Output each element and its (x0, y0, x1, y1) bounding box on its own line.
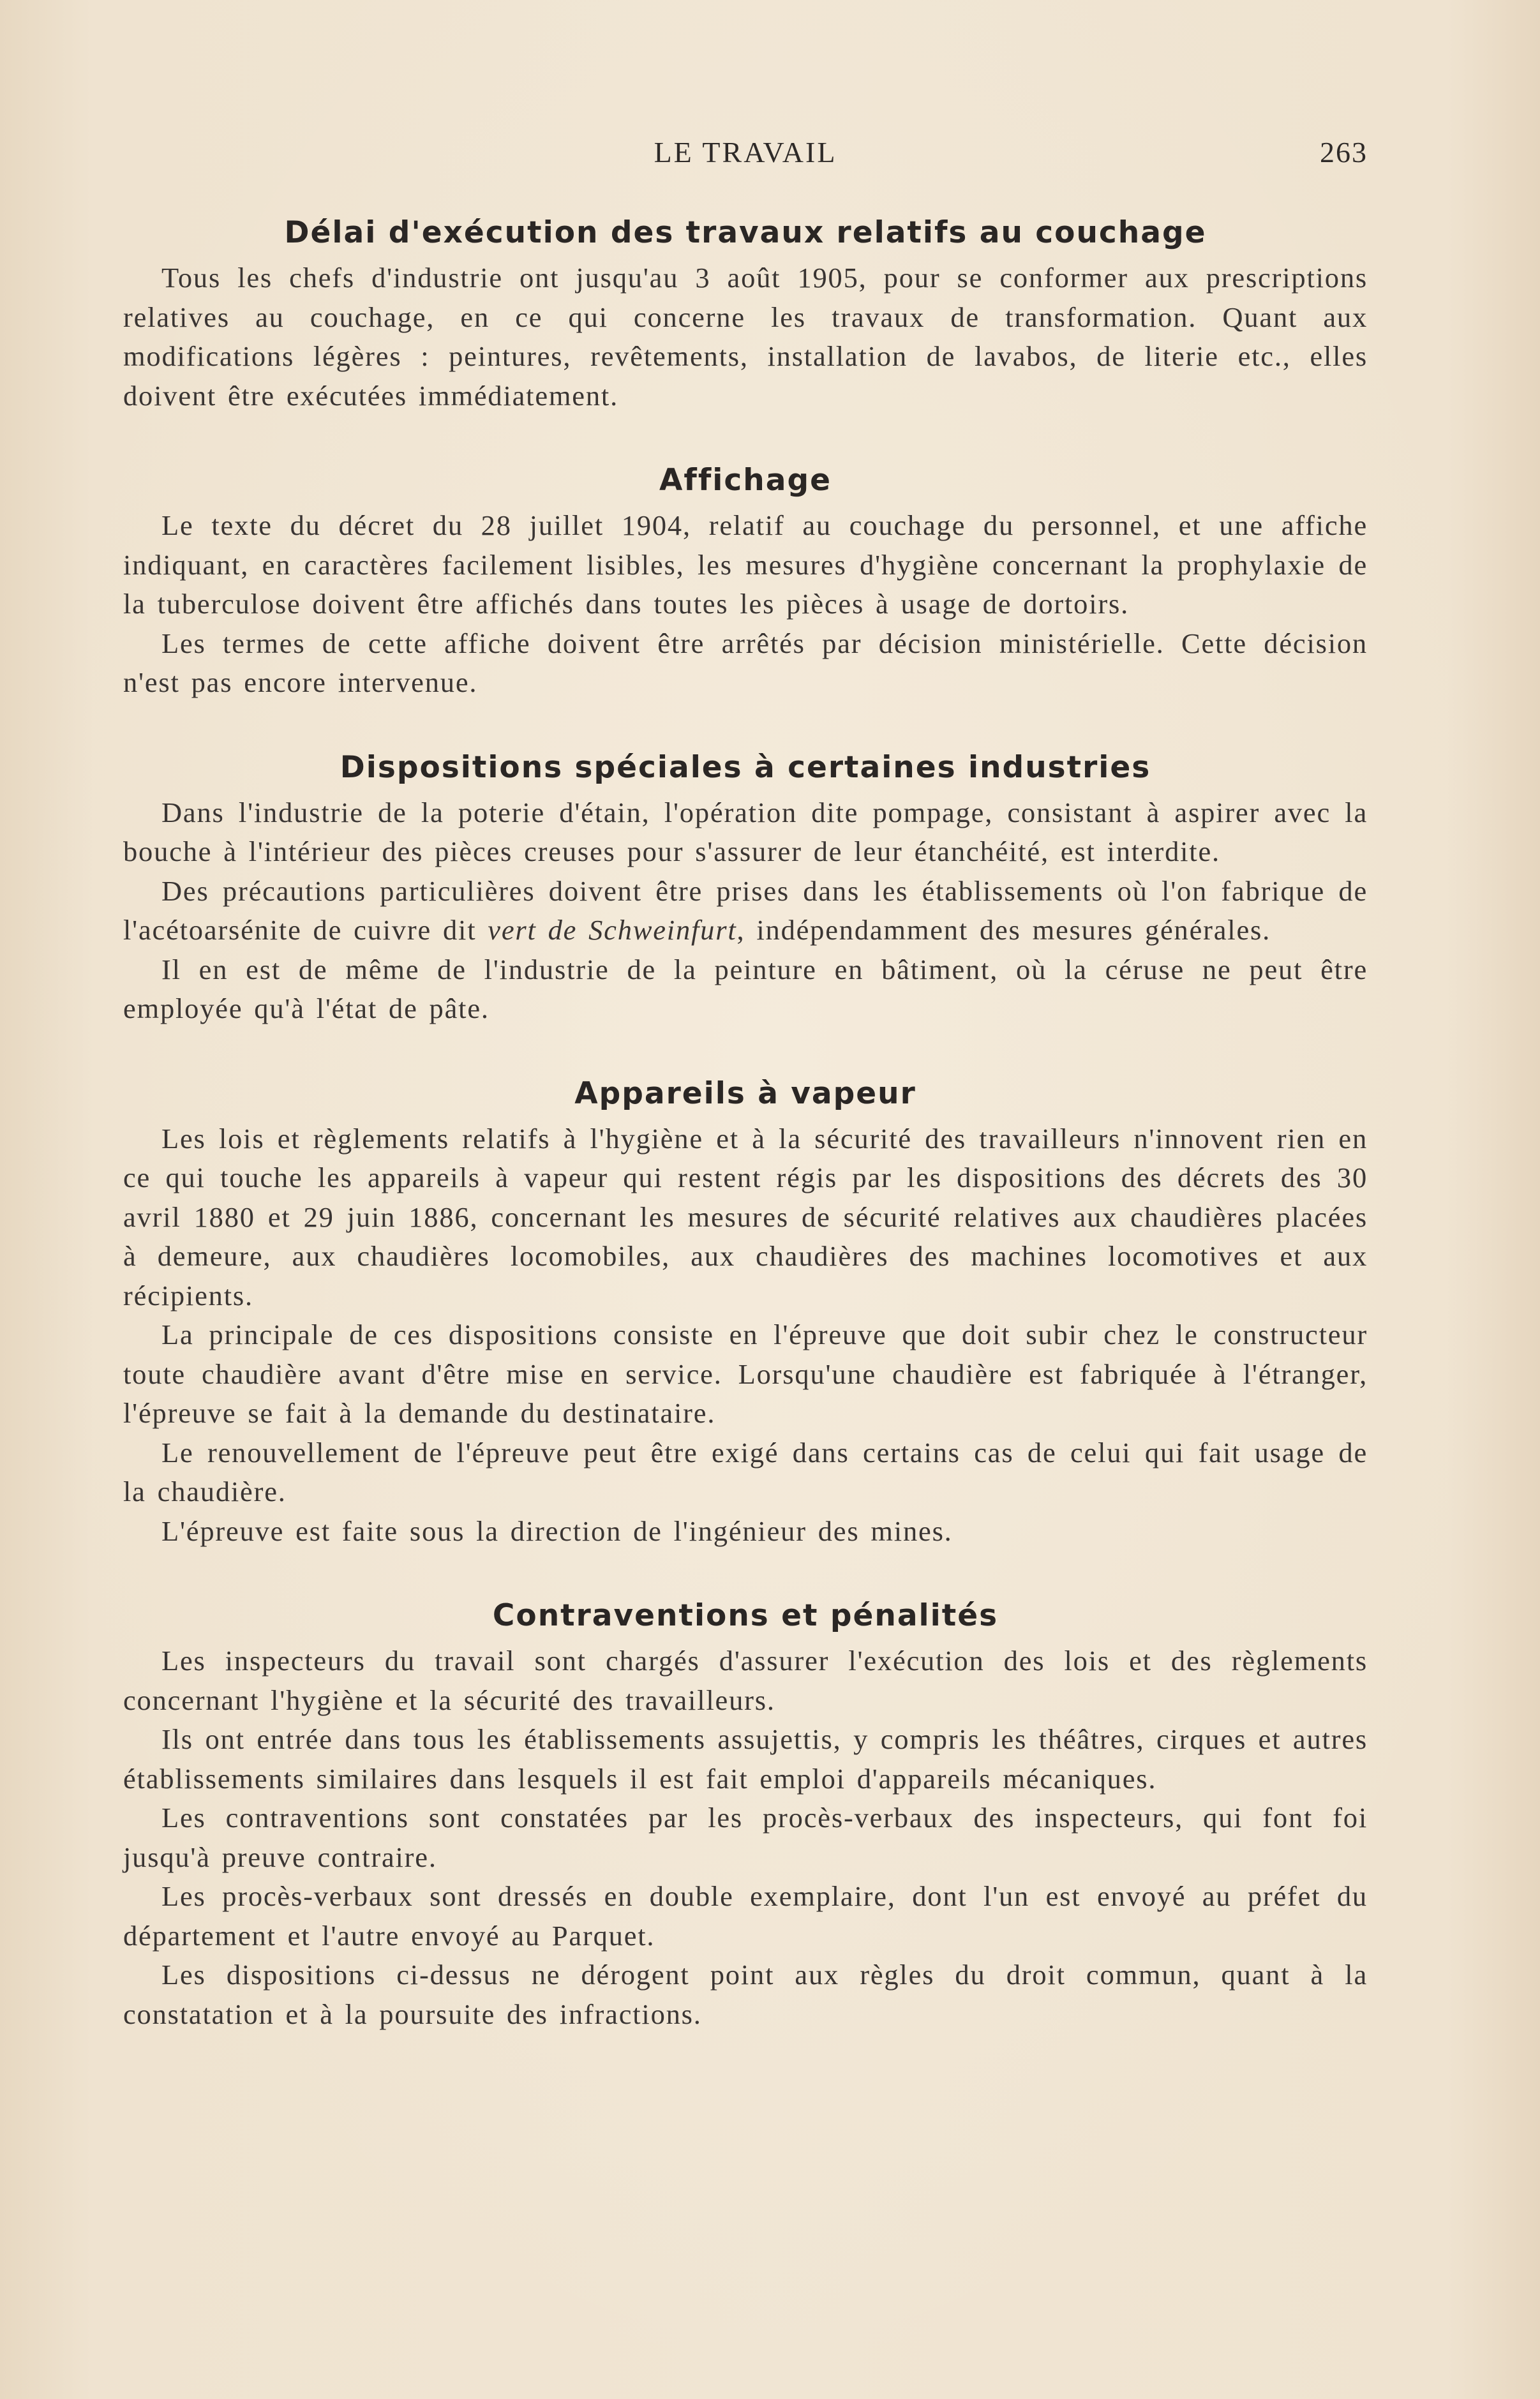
paragraph: Les termes de cette affiche doivent être arrêtés par décision ministérielle. Cette décision n'est pas encore intervenue. (123, 627, 1368, 698)
section-heading: Appareils à vapeur (574, 1075, 916, 1111)
page-number: 263 (1320, 136, 1368, 168)
page-content (123, 207, 1368, 2074)
paragraph: Dans l'industrie de la poterie d'étain, l'opération dite pompage, consistant à aspirer avec la bouche à l'intérieur des pièces creuses pour s'assurer de leur étanchéité, est interdite. (123, 796, 1368, 867)
paragraph: Le texte du décret du 28 juillet 1904, relatif au couchage du personnel, et une affiche indiquant, en caractères facilement lisibles, les mesures d'hygiène concernant la prophylaxie de la tuberculose doivent être affichés dans toutes les pièces à usage de dortoirs. (123, 509, 1368, 620)
paragraph: Les contraventions sont constatées par les procès-verbaux des inspecteurs, qui font foi jusqu'à preuve contraire. (123, 1802, 1368, 1873)
paragraph-text: , indépendamment des mesures générales. (736, 914, 1271, 946)
paragraph: Les procès-verbaux sont dressés en double exemplaire, dont l'un est envoyé au préfet du département et l'autre envoyé au Parquet. (123, 1880, 1368, 1952)
paragraph: Les dispositions ci-dessus ne dérogent point aux règles du droit commun, quant à la constatation et à la poursuite des infractions. (123, 1959, 1368, 2030)
running-head (123, 135, 1368, 174)
section-delai-execution (123, 207, 1368, 415)
paragraph (123, 872, 1368, 950)
section-heading: Affichage (659, 463, 832, 498)
section-heading: Dispositions spéciales à certaines industries (340, 749, 1151, 785)
paragraph: Tous les chefs d'industrie ont jusqu'au 3 août 1905, pour se conformer aux prescriptions relatives au couchage, en ce qui concerne les travaux de transformation. Quant aux modifications légères : peintures, revêtements, installation de lavabos, de literie etc., elles doivent être exécutées immédiatement. (123, 262, 1368, 412)
paragraph-text: Des précautions particulières doivent être prises dans les établissements où l'on fabrique de l'acétoarsénite de cuivre dit (123, 874, 1368, 946)
paragraph: Les lois et règlements relatifs à l'hygiène et à la sécurité des travailleurs n'innovent rien en ce qui touche les appareils à vapeur qui restent régis par les dispositions des décrets des 30 avril 1880 et 29 juin 1886, concernant les mesures de sécurité relatives aux chaudières placées à demeure, aux chaudières locomobiles, aux chaudières des machines locomotives et aux récipients. (123, 1122, 1368, 1312)
paragraph: Ils ont entrée dans tous les établissements assujettis, y compris les théâtres, cirques et autres établissements similaires dans lesquels il est fait emploi d'appareils mécaniques. (123, 1723, 1368, 1795)
section-dispositions-speciales (123, 742, 1368, 1029)
paragraph: La principale de ces dispositions consiste en l'épreuve que doit subir chez le constructeur toute chaudière avant d'être mise en service. Lorsqu'une chaudière est fabriquée à l'étranger, l'épreuve se fait à la demande du destinataire. (123, 1319, 1368, 1429)
italic-term: vert de Schweinfurt (488, 914, 737, 946)
paragraph: Le renouvellement de l'épreuve peut être exigé dans certains cas de celui qui fait usage de la chaudière. (123, 1436, 1368, 1507)
section-heading: Délai d'exécution des travaux relatifs au couchage (284, 215, 1207, 250)
paragraph: Les inspecteurs du travail sont chargés d'assurer l'exécution des lois et des règlements concernant l'hygiène et la sécurité des travailleurs. (123, 1645, 1368, 1716)
section-contraventions (123, 1590, 1368, 2034)
section-heading: Contraventions et pénalités (492, 1598, 999, 1633)
paragraph: L'épreuve est faite sous la direction de l'ingénieur des mines. (161, 1514, 953, 1547)
section-affichage (123, 455, 1368, 703)
paragraph: Il en est de même de l'industrie de la peinture en bâtiment, où la céruse ne peut être employée qu'à l'état de pâte. (123, 953, 1368, 1024)
section-appareils-vapeur (123, 1068, 1368, 1551)
running-title: LE TRAVAIL (654, 136, 837, 168)
